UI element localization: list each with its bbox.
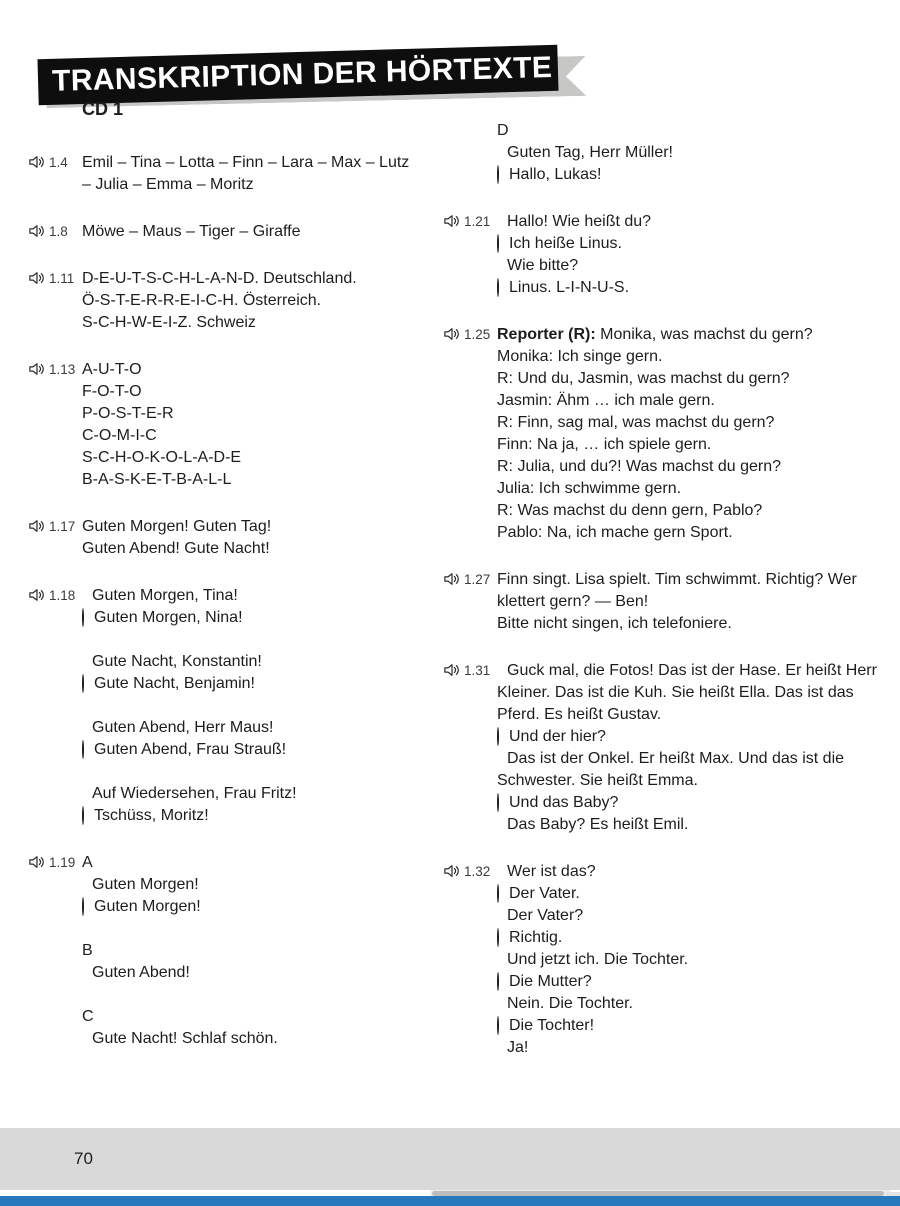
entry-body bbox=[82, 516, 418, 560]
dialog-line bbox=[497, 233, 895, 255]
dialog-text: Wer ist das? bbox=[507, 863, 596, 880]
track-number: 1.8 bbox=[49, 224, 68, 239]
transcript-entry bbox=[443, 120, 895, 186]
transcript-line: Reporter (R): Monika, was machst du gern? bbox=[497, 326, 813, 343]
open-bullet-icon bbox=[497, 1016, 499, 1035]
dialog-line bbox=[82, 805, 418, 827]
transcript-line: Julia: Ich schwimme gern. bbox=[497, 480, 682, 497]
dialog-text: Der Vater? bbox=[507, 907, 584, 924]
line-spacer bbox=[82, 695, 418, 717]
speaker-icon bbox=[28, 222, 46, 240]
open-bullet-icon bbox=[497, 928, 499, 947]
audio-track-marker bbox=[28, 152, 82, 196]
audio-track-marker bbox=[443, 569, 497, 635]
entry-body bbox=[82, 152, 418, 196]
transcript-entry bbox=[28, 268, 418, 334]
transcript-entry bbox=[443, 211, 895, 299]
bottom-accent-bar bbox=[0, 1196, 900, 1206]
column-right bbox=[443, 120, 895, 1084]
track-number: 1.13 bbox=[49, 362, 76, 377]
speaker-icon bbox=[443, 661, 461, 679]
speaker-name: Reporter (R): bbox=[497, 326, 596, 343]
transcript-line: A-U-T-O bbox=[82, 361, 142, 378]
entry-body bbox=[497, 569, 895, 635]
transcript-line: Ö-S-T-E-R-R-E-I-C-H. Österreich. bbox=[82, 292, 322, 309]
track-number: 1.18 bbox=[49, 588, 76, 603]
transcript-line: D-E-U-T-S-C-H-L-A-N-D. Deutschland. bbox=[82, 270, 357, 287]
audio-track-marker bbox=[443, 660, 497, 836]
open-bullet-icon bbox=[497, 884, 499, 903]
dialog-line bbox=[497, 814, 895, 836]
speaker-icon bbox=[28, 853, 46, 871]
dialog-text: Guten Morgen! bbox=[94, 898, 201, 915]
dialog-text: Guten Abend, Frau Strauß! bbox=[94, 741, 287, 758]
entry-body bbox=[497, 324, 895, 544]
transcript-entry bbox=[443, 660, 895, 836]
audio-track-marker bbox=[28, 359, 82, 491]
audio-track-marker bbox=[28, 268, 82, 334]
transcript-line: R: Was machst du denn gern, Pablo? bbox=[497, 502, 763, 519]
entry-body bbox=[497, 211, 895, 299]
column-left bbox=[28, 152, 418, 1075]
audio-track-marker bbox=[443, 211, 497, 299]
transcript-entry bbox=[28, 221, 418, 243]
dialog-text: Ja! bbox=[507, 1039, 529, 1056]
dialog-line bbox=[497, 971, 895, 993]
dialog-line bbox=[497, 142, 895, 164]
dialog-line bbox=[82, 585, 418, 607]
dialog-text: Das Baby? Es heißt Emil. bbox=[507, 816, 689, 833]
entry-body bbox=[497, 861, 895, 1059]
dialog-line bbox=[82, 783, 418, 805]
transcript-line: R: Finn, sag mal, was machst du gern? bbox=[497, 414, 775, 431]
dialog-text: Der Vater. bbox=[509, 885, 580, 902]
dialog-text: Gute Nacht! Schlaf schön. bbox=[92, 1030, 278, 1047]
transcript-line: S-C-H-W-E-I-Z. Schweiz bbox=[82, 314, 256, 331]
dialog-line bbox=[82, 739, 418, 761]
dialog-text: Guten Morgen, Tina! bbox=[92, 587, 238, 604]
dialog-text: Auf Wiedersehen, Frau Fritz! bbox=[92, 785, 297, 802]
transcript-line: Bitte nicht singen, ich telefoniere. bbox=[497, 615, 732, 632]
dialog-part-label: D bbox=[497, 122, 509, 139]
dialog-text: Linus. L-I-N-U-S. bbox=[509, 279, 630, 296]
dialog-line bbox=[497, 861, 895, 883]
dialog-text: Guck mal, die Fotos! Das ist der Hase. Er heißt Herr Kleiner. Das ist die Kuh. Sie heißt Ella. Das ist das Pferd. Es heißt Gustav. bbox=[497, 662, 877, 723]
transcript-line: F-O-T-O bbox=[82, 383, 142, 400]
dialog-line bbox=[497, 211, 895, 233]
open-bullet-icon bbox=[497, 165, 499, 184]
transcript-line: C-O-M-I-C bbox=[82, 427, 157, 444]
track-number: 1.21 bbox=[464, 214, 491, 229]
dialog-line bbox=[497, 993, 895, 1015]
speaker-icon bbox=[28, 269, 46, 287]
open-bullet-icon bbox=[82, 806, 84, 825]
dialog-text: Und der hier? bbox=[509, 728, 606, 745]
entry-body bbox=[82, 221, 418, 243]
dialog-text: Hallo! Wie heißt du? bbox=[507, 213, 652, 230]
dialog-text: Nein. Die Tochter. bbox=[507, 995, 633, 1012]
track-number: 1.19 bbox=[49, 855, 76, 870]
transcript-entry bbox=[28, 516, 418, 560]
dialog-line bbox=[82, 673, 418, 695]
dialog-line bbox=[82, 1028, 418, 1050]
track-number: 1.27 bbox=[464, 572, 491, 587]
transcript-entry bbox=[28, 152, 418, 196]
dialog-line bbox=[497, 660, 895, 726]
audio-track-marker bbox=[443, 324, 497, 544]
line-spacer bbox=[82, 984, 418, 1006]
dialog-text: Tschüss, Moritz! bbox=[94, 807, 209, 824]
line-spacer bbox=[82, 761, 418, 783]
audio-track-marker bbox=[28, 516, 82, 560]
transcript-line: Guten Abend! Gute Nacht! bbox=[82, 540, 270, 557]
speaker-icon bbox=[28, 153, 46, 171]
open-bullet-icon bbox=[82, 740, 84, 759]
open-bullet-icon bbox=[497, 793, 499, 812]
dialog-line bbox=[82, 962, 418, 984]
transcript-entry bbox=[443, 324, 895, 544]
open-bullet-icon bbox=[497, 278, 499, 297]
dialog-part-label: C bbox=[82, 1008, 94, 1025]
dialog-text: Das ist der Onkel. Er heißt Max. Und das ist die Schwester. Sie heißt Emma. bbox=[497, 750, 845, 789]
audio-track-marker bbox=[28, 221, 82, 243]
dialog-line bbox=[82, 651, 418, 673]
dialog-text: Guten Tag, Herr Müller! bbox=[507, 144, 673, 161]
transcript-entry bbox=[28, 585, 418, 827]
transcript-line: Jasmin: Ähm … ich male gern. bbox=[497, 392, 715, 409]
dialog-text: Hallo, Lukas! bbox=[509, 166, 602, 183]
dialog-text: Guten Morgen! bbox=[92, 876, 199, 893]
dialog-line bbox=[497, 883, 895, 905]
dialog-text: Guten Abend, Herr Maus! bbox=[92, 719, 274, 736]
track-number: 1.11 bbox=[49, 271, 75, 286]
transcript-line: Pablo: Na, ich mache gern Sport. bbox=[497, 524, 733, 541]
speaker-icon bbox=[28, 360, 46, 378]
entry-body bbox=[497, 660, 895, 836]
audio-track-marker bbox=[28, 852, 82, 1050]
transcript-line: P-O-S-T-E-R bbox=[82, 405, 174, 422]
page-number: 70 bbox=[74, 1149, 93, 1168]
dialog-line bbox=[497, 792, 895, 814]
transcript-line: Möwe – Maus – Tiger – Giraffe bbox=[82, 223, 301, 240]
open-bullet-icon bbox=[82, 608, 84, 627]
track-number: 1.17 bbox=[49, 519, 76, 534]
dialog-text: Und jetzt ich. Die Tochter. bbox=[507, 951, 689, 968]
dialog-line bbox=[497, 927, 895, 949]
dialog-part-label: A bbox=[82, 854, 93, 871]
dialog-line bbox=[82, 874, 418, 896]
footer-bar bbox=[0, 1128, 900, 1190]
speaker-icon bbox=[443, 325, 461, 343]
track-number: 1.31 bbox=[464, 663, 491, 678]
transcript-line: R: Julia, und du?! Was machst du gern? bbox=[497, 458, 781, 475]
dialog-line bbox=[82, 717, 418, 739]
dialog-line bbox=[497, 277, 895, 299]
dialog-line bbox=[497, 949, 895, 971]
dialog-text: Gute Nacht, Benjamin! bbox=[94, 675, 255, 692]
transcript-line: Finn: Na ja, … ich spiele gern. bbox=[497, 436, 712, 453]
page-title: TRANSKRIPTION DER HÖRTEXTE bbox=[37, 45, 558, 106]
dialog-text: Richtig. bbox=[509, 929, 563, 946]
open-bullet-icon bbox=[82, 674, 84, 693]
cd-label: CD 1 bbox=[82, 99, 124, 119]
entry-body bbox=[497, 120, 895, 186]
line-spacer bbox=[82, 918, 418, 940]
audio-track-marker bbox=[28, 585, 82, 827]
open-bullet-icon bbox=[497, 234, 499, 253]
transcript-entry bbox=[28, 359, 418, 491]
dialog-text: Gute Nacht, Konstantin! bbox=[92, 653, 262, 670]
dialog-line bbox=[497, 726, 895, 748]
dialog-text: Und das Baby? bbox=[509, 794, 619, 811]
dialog-line bbox=[497, 1015, 895, 1037]
dialog-line bbox=[82, 896, 418, 918]
transcript-entry bbox=[28, 852, 418, 1050]
dialog-line bbox=[497, 1037, 895, 1059]
dialog-line bbox=[497, 905, 895, 927]
open-bullet-icon bbox=[497, 727, 499, 746]
dialog-text: Ich heiße Linus. bbox=[509, 235, 622, 252]
track-number: 1.4 bbox=[49, 155, 68, 170]
dialog-line bbox=[497, 255, 895, 277]
open-bullet-icon bbox=[497, 972, 499, 991]
speaker-icon bbox=[443, 212, 461, 230]
speaker-icon bbox=[28, 586, 46, 604]
dialog-line bbox=[497, 164, 895, 186]
dialog-text: Wie bitte? bbox=[507, 257, 579, 274]
transcript-line: Monika: Ich singe gern. bbox=[497, 348, 663, 365]
track-number: 1.25 bbox=[464, 327, 491, 342]
transcript-line: R: Und du, Jasmin, was machst du gern? bbox=[497, 370, 790, 387]
transcript-line: B-A-S-K-E-T-B-A-L-L bbox=[82, 471, 232, 488]
dialog-text: Die Mutter? bbox=[509, 973, 592, 990]
transcript-entry bbox=[443, 861, 895, 1059]
entry-body bbox=[82, 585, 418, 827]
audio-track-marker bbox=[443, 861, 497, 1059]
dialog-line bbox=[497, 748, 895, 792]
transcript-line: S-C-H-O-K-O-L-A-D-E bbox=[82, 449, 242, 466]
dialog-text: Guten Abend! bbox=[92, 964, 190, 981]
transcript-line: Guten Morgen! Guten Tag! bbox=[82, 518, 272, 535]
audio-track-marker bbox=[443, 120, 497, 186]
speaker-icon bbox=[28, 517, 46, 535]
dialog-line bbox=[82, 607, 418, 629]
open-bullet-icon bbox=[82, 897, 84, 916]
entry-body bbox=[82, 852, 418, 1050]
transcript-entry bbox=[443, 569, 895, 635]
dialog-text: Die Tochter! bbox=[509, 1017, 595, 1034]
speaker-icon bbox=[443, 862, 461, 880]
dialog-part-label: B bbox=[82, 942, 93, 959]
line-spacer bbox=[82, 629, 418, 651]
speaker-icon bbox=[443, 570, 461, 588]
transcript-line: Finn singt. Lisa spielt. Tim schwimmt. Richtig? Wer klettert gern? — Ben! bbox=[497, 571, 857, 610]
entry-body bbox=[82, 359, 418, 491]
transcript-line: Emil – Tina – Lotta – Finn – Lara – Max – Lutz – Julia – Emma – Moritz bbox=[82, 154, 410, 193]
entry-body bbox=[82, 268, 418, 334]
track-number: 1.32 bbox=[464, 864, 491, 879]
dialog-text: Guten Morgen, Nina! bbox=[94, 609, 243, 626]
